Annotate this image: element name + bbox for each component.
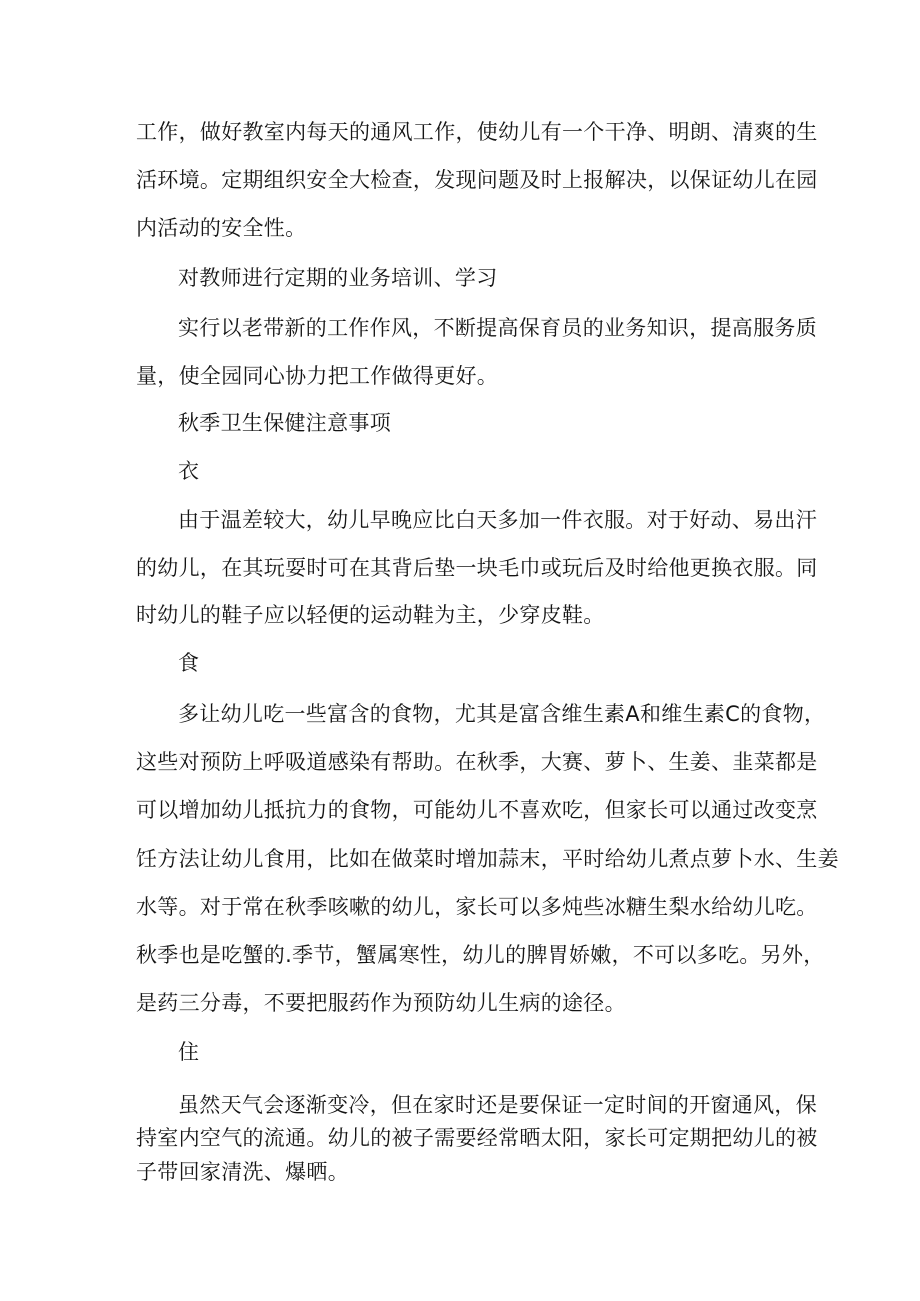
paragraph-line: 时幼儿的鞋子应以轻便的运动鞋为主，少穿皮鞋。 <box>136 603 605 627</box>
paragraph-line: 子带回家清洗、爆晒。 <box>136 1160 349 1184</box>
paragraph-line: 这些对预防上呼吸道感染有帮助。在秋季，大赛、萝卜、生姜、韭菜都是 <box>136 750 818 774</box>
section-heading-clothing: 衣 <box>178 459 200 483</box>
paragraph-line: 的幼儿，在其玩耍时可在其背后垫一块毛巾或玩后及时给他更换衣服。同 <box>136 556 818 580</box>
section-heading-housing: 住 <box>178 1040 200 1064</box>
paragraph-line: 秋季也是吃蟹的.季节，蟹属寒性，幼儿的脾胃娇嫩，不可以多吃。另外， <box>136 943 825 967</box>
paragraph-line: 实行以老带新的工作作风，不断提高保育员的业务知识，提高服务质 <box>178 316 817 340</box>
section-heading-food: 食 <box>178 651 200 675</box>
paragraph-line: 可以增加幼儿抵抗力的食物，可能幼儿不喜欢吃，但家长可以通过改变烹 <box>136 798 818 822</box>
paragraph-line: 是药三分毒，不要把服药作为预防幼儿生病的途径。 <box>136 991 626 1015</box>
paragraph-line: 虽然天气会逐渐变冷，但在家时还是要保证一定时间的开窗通风，保 <box>178 1093 817 1117</box>
section-heading-autumn: 秋季卫生保健注意事项 <box>178 411 391 435</box>
paragraph-line: 活环境。定期组织安全大检查，发现问题及时上报解决，以保证幼儿在园 <box>136 168 818 192</box>
section-heading-training: 对教师进行定期的业务培训、学习 <box>178 266 498 290</box>
paragraph-line: 由于温差较大，幼儿早晚应比白天多加一件衣服。对于好动、易出汗 <box>178 508 817 532</box>
paragraph-line: 持室内空气的流通。幼儿的被子需要经常晒太阳，家长可定期把幼儿的被 <box>136 1126 818 1150</box>
paragraph-line: 水等。对于常在秋季咳嗽的幼儿，家长可以多炖些冰糖生梨水给幼儿吃。 <box>136 895 818 919</box>
paragraph-line: 量，使全园同心协力把工作做得更好。 <box>136 364 499 388</box>
paragraph-line: 内活动的安全性。 <box>136 216 307 240</box>
paragraph-line: 饪方法让幼儿食用，比如在做菜时增加蒜末，平时给幼儿煮点萝卜水、生姜 <box>136 847 839 871</box>
paragraph-line: 多让幼儿吃一些富含的食物，尤其是富含维生素A和维生素C的食物， <box>178 702 826 726</box>
paragraph-line: 工作，做好教室内每天的通风工作，使幼儿有一个干净、明朗、清爽的生 <box>136 120 818 144</box>
